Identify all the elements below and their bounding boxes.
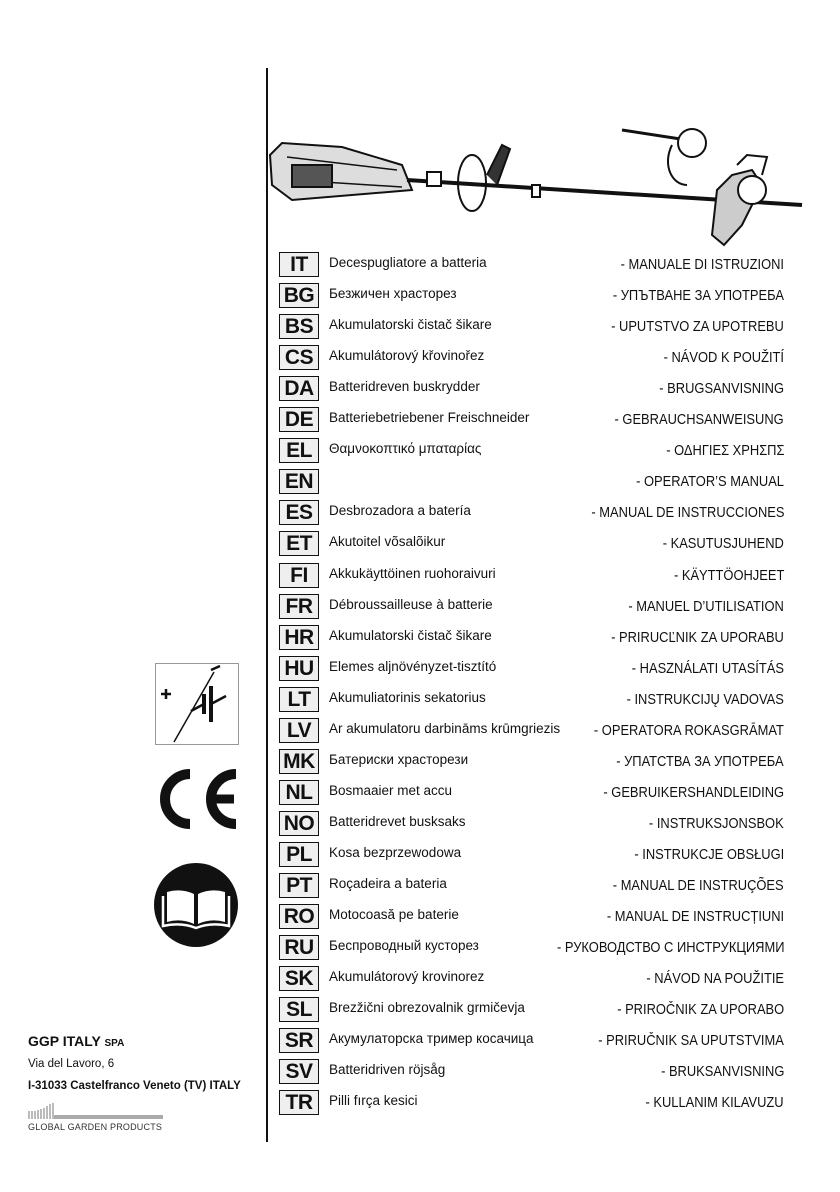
- product-name: Batteriebetriebener Freischneider: [329, 410, 530, 426]
- language-code: SV: [279, 1059, 319, 1084]
- language-code: LV: [279, 718, 319, 743]
- manual-title: - INSTRUKCJE OBSŁUGI: [634, 845, 784, 863]
- language-row-bs: [279, 314, 784, 340]
- language-code: MK: [279, 749, 319, 774]
- manual-title: - ΟΔΗΓΙΕΣ ΧΡΗΣΠΣ: [665, 442, 784, 460]
- product-name: Akutoitel võsalõikur: [329, 534, 446, 550]
- language-code: FR: [279, 594, 319, 619]
- manual-title: - PRIRUČNIK SA UPUTSTVIMA: [598, 1032, 784, 1050]
- manual-title: - KÄYTTÖOHJEET: [673, 566, 784, 584]
- language-row-pl: [279, 842, 784, 868]
- manual-title: - BRUGSANVISNING: [659, 380, 784, 398]
- product-name: Akumulatorski čistač šikare: [329, 627, 492, 643]
- product-name: Θαμνοκοπτικό μπαταρίας: [329, 441, 482, 457]
- manual-title: - РУКОВОДСТВО С ИНСТРУКЦИЯМИ: [556, 939, 784, 957]
- product-name: Desbrozadora a batería: [329, 503, 471, 519]
- product-name: Akumulátorový krovinorez: [329, 969, 485, 985]
- manual-title: - УПАТСТВА ЗА УПОТРЕБА: [616, 752, 784, 770]
- manual-title: - UPUTSTVO ZA UPOTREBU: [611, 318, 784, 336]
- manual-title: - GEBRAUCHSANWEISUNG: [614, 411, 784, 429]
- language-code: NL: [279, 780, 319, 805]
- language-row-sk: [279, 966, 784, 992]
- product-name: Elemes aljnövényzet-tisztító: [329, 658, 497, 674]
- language-row-fr: [279, 594, 784, 620]
- product-name: Batteridrevet busksaks: [329, 813, 466, 829]
- ce-mark-icon: [152, 766, 242, 832]
- language-row-fi: [279, 563, 784, 589]
- language-code: RO: [279, 904, 319, 929]
- language-code: TR: [279, 1090, 319, 1115]
- language-row-cs: [279, 345, 784, 371]
- product-name: Безжичен храсторез: [329, 286, 457, 302]
- manual-title: - INSTRUKCIJŲ VADOVAS: [626, 690, 784, 708]
- product-name: Bosmaaier met accu: [329, 782, 453, 798]
- language-code: DA: [279, 376, 319, 401]
- manual-title: - KASUTUSJUHEND: [662, 535, 784, 553]
- language-code: LT: [279, 687, 319, 712]
- language-row-tr: [279, 1090, 784, 1116]
- language-row-de: [279, 407, 784, 433]
- language-row-sr: [279, 1028, 784, 1054]
- product-name: Akumulatorski čistač šikare: [329, 317, 492, 333]
- manual-title: - KULLANIM KILAVUZU: [645, 1094, 784, 1112]
- manual-title: - УПЪТВАНЕ ЗА УПОТРЕБА: [612, 287, 784, 305]
- product-name: Батериски храсторези: [329, 751, 469, 767]
- language-code: FI: [279, 563, 319, 588]
- language-row-lt: [279, 687, 784, 713]
- product-name: Motocoasă pe baterie: [329, 907, 459, 923]
- language-row-hu: [279, 656, 784, 682]
- language-row-en: [279, 469, 784, 495]
- language-code: SK: [279, 966, 319, 991]
- product-name: Беспроводный кусторез: [329, 938, 479, 954]
- manual-title: - MANUAL DE INSTRUCȚIUNI: [606, 908, 784, 926]
- ggp-logo-mark: [28, 1103, 163, 1119]
- brush-cutter-illustration: [262, 95, 822, 255]
- language-code: HU: [279, 656, 319, 681]
- product-name: Akkukäyttöinen ruohoraivuri: [329, 565, 496, 581]
- language-code: EN: [279, 469, 319, 494]
- language-code: ES: [279, 500, 319, 525]
- product-name: Brezžični obrezovalnik grmičevja: [329, 1000, 525, 1016]
- language-code: DE: [279, 407, 319, 432]
- language-row-nl: [279, 780, 784, 806]
- language-row-ro: [279, 904, 784, 930]
- language-code: PL: [279, 842, 319, 867]
- language-code: NO: [279, 811, 319, 836]
- manual-title: - GEBRUIKERSHANDLEIDING: [603, 783, 784, 801]
- manual-title: - OPERATOR’S MANUAL: [636, 473, 784, 491]
- language-code: IT: [279, 252, 319, 277]
- language-row-mk: [279, 749, 784, 775]
- product-name: Kosa bezprzewodowa: [329, 844, 462, 860]
- language-code: SR: [279, 1028, 319, 1053]
- language-row-pt: [279, 873, 784, 899]
- battery-polarity-icon: [155, 663, 239, 745]
- language-code: BS: [279, 314, 319, 339]
- product-name: Decespugliatore a batteria: [329, 255, 487, 270]
- manual-title: - PRIROČNIK ZA UPORABO: [616, 1001, 784, 1019]
- language-row-da: [279, 376, 784, 402]
- language-row-ru: [279, 935, 784, 961]
- product-name: Акумулаторска тример косачица: [329, 1031, 534, 1047]
- language-code: EL: [279, 438, 319, 463]
- manual-title: - BRUKSANVISNING: [660, 1063, 784, 1081]
- language-code: CS: [279, 345, 319, 370]
- manual-title: - OPERATORA ROKASGRĀMAT: [594, 721, 784, 739]
- manual-title: - MANUAL DE INSTRUÇÕES: [613, 877, 784, 894]
- language-code: HR: [279, 625, 319, 650]
- language-code: BG: [279, 283, 319, 308]
- product-name: Batteridreven buskrydder: [329, 379, 480, 395]
- language-row-el: [279, 438, 784, 464]
- ggp-logo-text: GLOBAL GARDEN PRODUCTS: [28, 1122, 163, 1132]
- language-row-bg: [279, 283, 784, 309]
- company-address-street: Via del Lavoro, 6: [28, 1058, 115, 1070]
- product-name: Akumuliatorinis sekatorius: [329, 689, 486, 705]
- manual-title: - MANUEL D’UTILISATION: [628, 597, 784, 615]
- language-row-sv: [279, 1059, 784, 1085]
- language-row-es: [279, 500, 784, 526]
- product-name: Roçadeira a bateria: [329, 876, 447, 891]
- manual-title: - HASZNÁLATI UTASÍTÁS: [631, 659, 784, 677]
- manual-title: - NÁVOD NA POUŽITIE: [646, 970, 784, 988]
- company-name: GGP ITALY SPA: [28, 1033, 125, 1049]
- manual-title: - NÁVOD K POUŽITÍ: [663, 349, 784, 367]
- product-name: Pilli fırça kesici: [329, 1093, 418, 1109]
- language-code: SL: [279, 997, 319, 1022]
- language-code: RU: [279, 935, 319, 960]
- manual-title: - PRIRUCĽNIK ZA UPORABU: [611, 628, 784, 646]
- language-row-it: [279, 252, 784, 278]
- product-name: Batteridriven röjsåg: [329, 1062, 446, 1078]
- manual-title: - MANUAL DE INSTRUCCIONES: [590, 504, 784, 522]
- language-code: ET: [279, 531, 319, 556]
- language-row-no: [279, 811, 784, 837]
- manual-title: - MANUALE DI ISTRUZIONI: [620, 256, 784, 273]
- manual-title: - INSTRUKSJONSBOK: [649, 814, 784, 832]
- product-name: Ar akumulatoru darbināms krūmgriezis: [329, 720, 561, 736]
- language-row-lv: [279, 718, 784, 744]
- company-address-city: I-31033 Castelfranco Veneto (TV) ITALY: [28, 1080, 241, 1092]
- product-name: Akumulátorový křovinořez: [329, 348, 485, 364]
- read-manual-icon: [153, 862, 239, 948]
- language-row-et: [279, 531, 784, 557]
- language-row-sl: [279, 997, 784, 1023]
- language-row-hr: [279, 625, 784, 651]
- product-name: Débroussailleuse à batterie: [329, 596, 493, 612]
- language-code: PT: [279, 873, 319, 898]
